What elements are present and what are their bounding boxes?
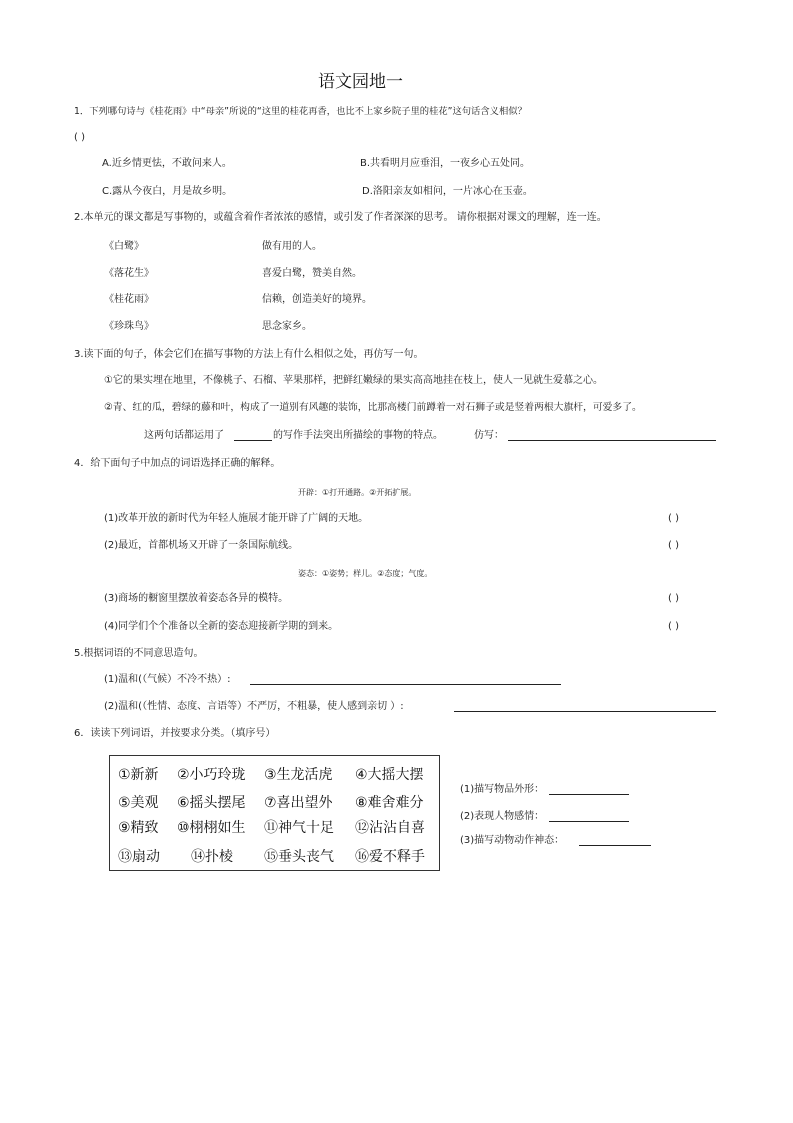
q6-word-4: ④大摇大摆 — [355, 767, 424, 783]
q2-right-3[interactable]: 信赖，创造美好的境界。 — [262, 294, 372, 305]
q6-stem: 6．读读下列词语，并按要求分类。（填序号） — [74, 728, 276, 739]
q2-left-2[interactable]: 《落花生》 — [104, 268, 154, 279]
q3-sentence-1: ①它的果实埋在地里，不像桃子、石榴、苹果那样，把鲜红嫩绿的果实高高地挂在枝上，使人一见就生爱慕之心。 — [104, 375, 603, 386]
q3-fill-suffix: 的写作手法突出所描绘的事物的特点。 — [273, 430, 443, 441]
q2-right-1[interactable]: 做有用的人。 — [262, 241, 322, 252]
q6-word-5: ⑤美观 — [118, 795, 159, 811]
q6-word-16: ⑯爱不释手 — [355, 849, 425, 865]
q5-item-1: (1)温和(（气候）不冷不热）: — [104, 674, 231, 685]
q2-left-4[interactable]: 《珍珠鸟》 — [104, 321, 154, 332]
q6-category-1-line[interactable] — [549, 794, 629, 795]
q4-definition-1: 开辟：①打开通路。②开拓扩展。 — [298, 488, 417, 497]
q6-word-14: ⑭扑棱 — [191, 849, 233, 865]
q2-left-1[interactable]: 《白鹭》 — [104, 241, 144, 252]
q6-word-10: ⑩栩栩如生 — [177, 820, 246, 836]
q3-blank-technique[interactable] — [234, 440, 272, 441]
q6-word-9: ⑨精致 — [118, 820, 159, 836]
q6-word-6: ⑥摇头摆尾 — [177, 795, 246, 811]
q2-right-2[interactable]: 喜爱白鹭，赞美自然。 — [262, 268, 362, 279]
q1-answer-paren[interactable]: ( ) — [74, 132, 85, 143]
q1-option-d: D.洛阳亲友如相问，一片冰心在玉壶。 — [362, 186, 533, 197]
q4-item-4: (4)同学们个个准备以全新的姿态迎接新学期的到来。 — [104, 621, 339, 632]
q1-option-c: C.露从今夜白，月是故乡明。 — [102, 186, 233, 197]
q3-imitate-label: 仿写： — [474, 430, 504, 441]
q1-stem: 1．下列哪句诗与《桂花雨》中“母亲”所说的“这里的桂花再香，也比不上家乡院子里的桂花”这句话含义相似？ — [74, 106, 527, 117]
q6-word-12: ⑫沾沾自喜 — [355, 820, 425, 836]
q3-stem: 3.读下面的句子，体会它们在描写事物的方法上有什么相似之处，再仿写一句。 — [74, 349, 424, 360]
q4-item-4-paren[interactable]: ( ) — [668, 621, 679, 632]
q2-stem: 2.本单元的课文都是写事物的，或蕴含着作者浓浓的感情，或引发了作者深深的思考。 请你根据对课文的理解，连一连。 — [74, 212, 607, 223]
q6-word-3: ③生龙活虎 — [264, 767, 333, 783]
q3-fill-prefix: 这两句话都运用了 — [144, 430, 224, 441]
q4-item-2-paren[interactable]: ( ) — [668, 540, 679, 551]
q3-sentence-2: ②青、红的瓜，碧绿的藤和叶，构成了一道别有风趣的装饰，比那高楼门前蹲着一对石狮子或是竖着两根大旗杆，可爱多了。 — [104, 402, 642, 413]
q1-option-a: A.近乡情更怯，不敢问来人。 — [102, 158, 232, 169]
q6-category-3-line[interactable] — [579, 845, 651, 846]
q6-word-7: ⑦喜出望外 — [264, 795, 333, 811]
q5-item-1-line[interactable] — [250, 684, 561, 685]
q4-item-3-paren[interactable]: ( ) — [668, 593, 679, 604]
q6-word-2: ②小巧玲珑 — [177, 767, 246, 783]
q2-left-3[interactable]: 《桂花雨》 — [104, 294, 154, 305]
q4-stem: 4．给下面句子中加点的词语选择正确的解释。 — [74, 458, 281, 469]
q6-word-8: ⑧难舍难分 — [355, 795, 424, 811]
q6-category-3: (3)描写动物动作神态： — [460, 835, 565, 846]
q5-item-2-line[interactable] — [454, 711, 716, 712]
q4-item-1-paren[interactable]: ( ) — [668, 513, 679, 524]
q6-word-15: ⑮垂头丧气 — [264, 849, 334, 865]
q6-word-13: ⑬扇动 — [118, 849, 160, 865]
q4-item-3: (3)商场的橱窗里摆放着姿态各异的模特。 — [104, 593, 289, 604]
q6-category-1: (1)描写物品外形： — [460, 784, 545, 795]
q5-item-2: (2)温和(（性情、态度、言语等）不严厉，不粗暴，使人感到亲切 ）: — [104, 701, 404, 712]
q6-word-1: ①新新 — [118, 767, 159, 783]
q6-category-2-line[interactable] — [549, 821, 629, 822]
q4-item-1: (1)改革开放的新时代为年轻人施展才能开辟了广阔的天地。 — [104, 513, 369, 524]
q6-category-2: (2)表现人物感情： — [460, 811, 545, 822]
q1-option-b: B.共看明月应垂泪，一夜乡心五处同。 — [360, 158, 531, 169]
q2-right-4[interactable]: 思念家乡。 — [262, 321, 312, 332]
q4-definition-2: 姿态：①姿势；样儿。②态度；气度。 — [298, 569, 433, 578]
page-title: 语文园地一 — [318, 72, 403, 92]
q3-imitate-line[interactable] — [508, 440, 716, 441]
q5-stem: 5.根据词语的不同意思造句。 — [74, 648, 204, 659]
q4-item-2: (2)最近，首都机场又开辟了一条国际航线。 — [104, 540, 299, 551]
q6-word-11: ⑪神气十足 — [264, 820, 334, 836]
